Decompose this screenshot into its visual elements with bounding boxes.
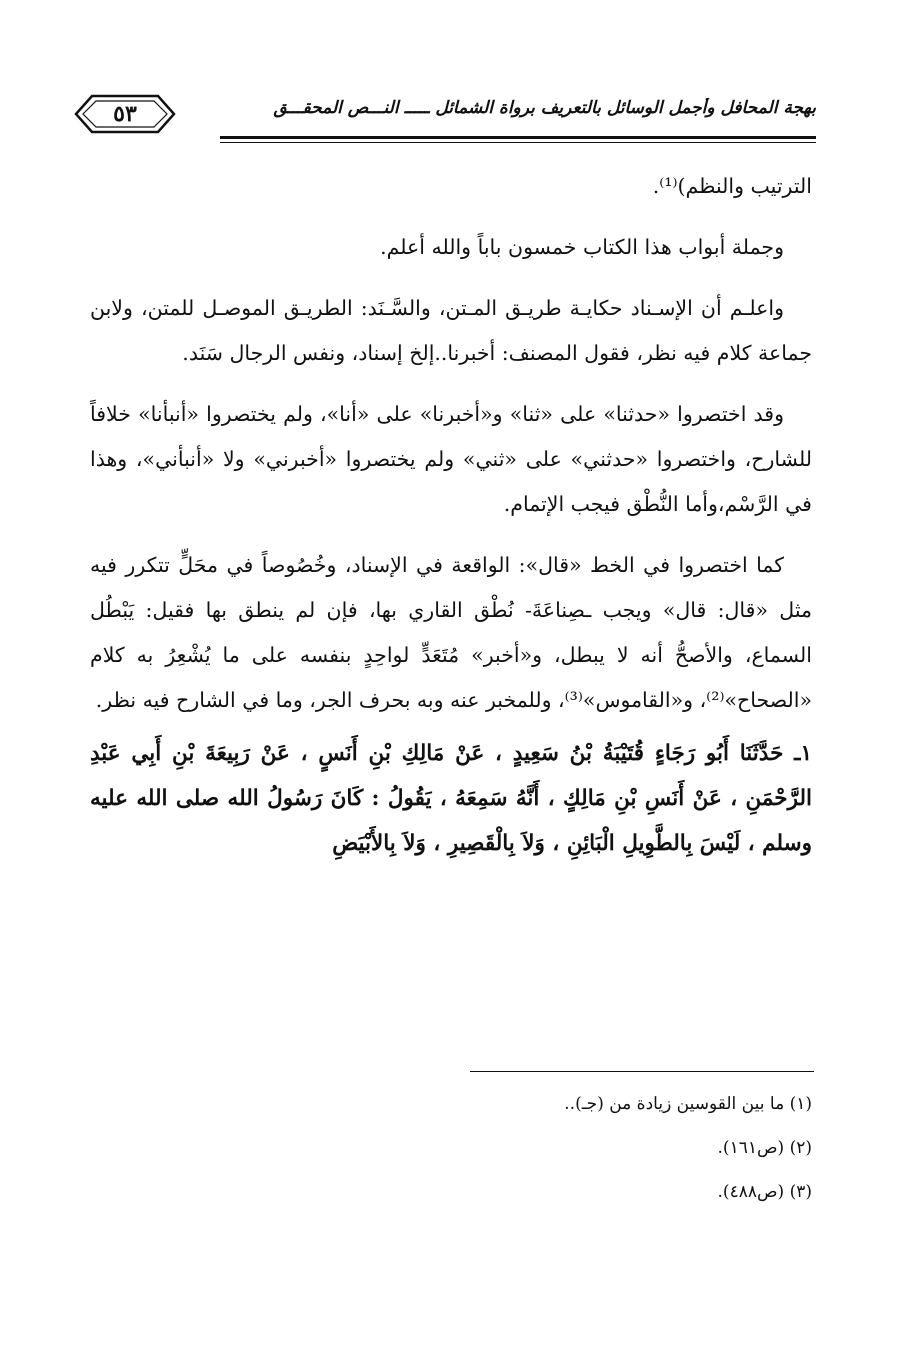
header-rule-thin: [220, 142, 816, 143]
footnote-2: (٢) (ص١٦١).: [717, 1138, 812, 1158]
footnote-1: (١) ما بين القوسين زيادة من (جـ)..: [564, 1094, 812, 1114]
header-rule-thick: [220, 136, 816, 139]
paragraph-continuation: الترتيب والنظم)⁽¹⁾.: [652, 174, 812, 198]
footnote-3: (٣) (ص٤٨٨).: [717, 1182, 812, 1202]
page-number: ٥٣: [113, 101, 137, 127]
page-header: [70, 92, 816, 148]
paragraph-chapters-count: وجملة أبواب هذا الكتاب خمسون باباً والله أعلم.: [380, 235, 784, 259]
footnotes: [90, 1082, 812, 1214]
paragraph-isnad-definition: واعلـم أن الإسـناد حكايـة طريـق المـتن، والسَّـنَد: الطريـق الموصـل للمتن، ولابن جماعة كلام فيه نظر، فقول المصنف: أخبرنا..إلخ إسناد، ونفس الرجال سَنَد.: [90, 296, 812, 365]
page-number-badge: [70, 92, 180, 136]
main-text: [90, 164, 812, 882]
hadith-text: ١ـ حَدَّثَنَا أَبُو رَجَاءٍ قُتَيْبَةُ بْنُ سَعِيدٍ ، عَنْ مَالِكِ بْنِ أَنَسٍ ، عَنْ رَبِيعَةَ بْنِ أَبِي عَبْدِ الرَّحْمَنِ ، عَنْ أَنَسِ بْنِ مَالِكٍ ، أَنَّهُ سَمِعَهُ ، يَقُولُ : كَانَ رَسُولُ الله صلى الله عليه وسلم ، لَيْسَ بِالطَّوِيلِ الْبَائِنِ ، وَلاَ بِالْقَصِيرِ ، وَلاَ بِالأَبْيَضِ: [90, 741, 812, 856]
running-title: بهجة المحافل وأجمل الوسائل بالتعريف برواة الشمائل ـــــ النـــص المحقـــق: [273, 98, 816, 118]
footnote-separator: [470, 1071, 814, 1072]
paragraph-abbreviations: وقد اختصروا «حدثنا» على «ثنا» و«أخبرنا» على «أنا»، ولم يختصروا «أنبأنا» خلافاً للشارح، واختصروا «حدثني» على «ثني» ولم يختصروا «أخبرني» ولا «أنبأني»، وهذا في الرَّسْم،وأما النُّطْق فيجب الإتمام.: [90, 402, 812, 516]
paragraph-qala-abbreviation: كما اختصروا في الخط «قال»: الواقعة في الإسناد، وخُصُوصاً في محَلٍّ تتكرر فيه مثل «قال: قال» ويجب ـصِناعَةَ- نُطْق القاري بها، فإن لم ينطق بها فقيل: يَبْطُل السماع، والأصحُّ أنه لا يبطل، و«أخبر» مُتَعَدٍّ لواحِدٍ بنفسه على ما يُشْعِرُ به كلام «الصحاح»⁽²⁾، و«القاموس»⁽³⁾، وللمخبر عنه وبه بحرف الجر، وما في الشارح فيه نظر.: [90, 553, 812, 712]
